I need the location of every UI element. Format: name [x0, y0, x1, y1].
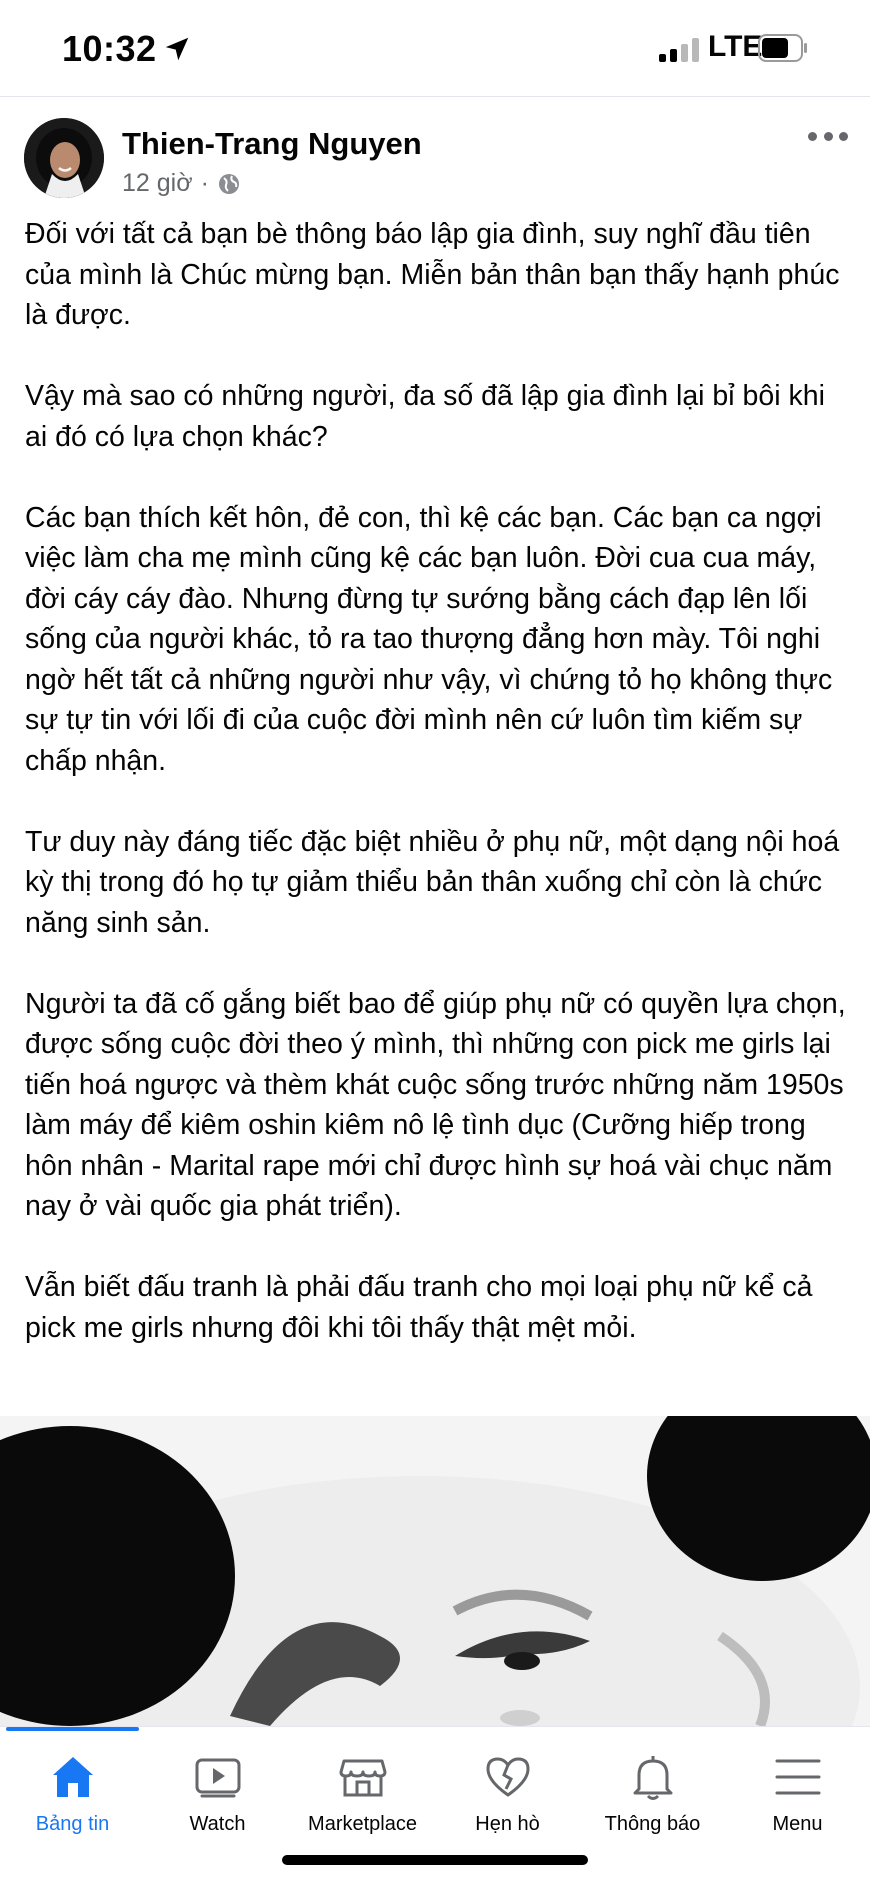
post-time[interactable]: 12 giờ	[122, 169, 193, 197]
tab-label: Hẹn hò	[475, 1813, 540, 1835]
more-options-button[interactable]	[808, 124, 848, 148]
post-paragraph: Người ta đã cố gắng biết bao để giúp phụ nữ có quyền lựa chọn, được sống cuộc đời theo ý mình, thì những con pick me girls lại tiến hoá ngược và thèm khát cuộc sống trước những năm 1950s làm máy để kiêm oshin kiêm nô lệ tình dục (Cưỡng hiếp trong hôn nhân - Marital rape mới chỉ được hình sự hoá vài chục năm nay ở vài quốc gia phát triển).	[25, 987, 846, 1222]
tab-watch[interactable]	[145, 1727, 290, 1847]
dot-icon	[824, 132, 833, 141]
post-paragraph: Đối với tất cả bạn bè thông báo lập gia đình, suy nghĩ đầu tiên của mình là Chúc mừng bạn. Miễn bản thân bạn thấy hạnh phúc là được.	[25, 218, 840, 331]
dot-icon	[839, 132, 848, 141]
post-meta	[122, 169, 241, 198]
post-author[interactable]: Thien-Trang Nguyen	[122, 126, 422, 161]
avatar-photo	[24, 118, 104, 198]
post-image[interactable]	[0, 1416, 870, 1726]
tab-label: Bảng tin	[35, 1813, 110, 1835]
bell-icon	[625, 1749, 681, 1805]
status-bar	[0, 0, 870, 96]
tab-dating[interactable]	[435, 1727, 580, 1847]
post-paragraph: Tư duy này đáng tiếc đặc biệt nhiều ở phụ nữ, một dạng nội hoá kỳ thị trong đó họ tự giảm thiểu bản thân xuống chỉ còn là chức năng sinh sản.	[25, 825, 840, 939]
battery-icon	[758, 34, 808, 62]
meta-separator: ·	[200, 169, 209, 197]
post-body	[25, 214, 855, 1389]
tab-notifications[interactable]	[580, 1727, 725, 1847]
tab-news-feed[interactable]	[0, 1727, 145, 1847]
heart-icon	[480, 1749, 536, 1805]
tab-label: Marketplace	[308, 1813, 417, 1835]
dot-icon	[808, 132, 817, 141]
post-paragraph: Vẫn biết đấu tranh là phải đấu tranh cho mọi loại phụ nữ kể cả pick me girls nhưng đôi khi tôi thấy thật mệt mỏi.	[25, 1271, 813, 1344]
location-arrow-icon	[162, 34, 192, 64]
tab-menu[interactable]	[725, 1727, 870, 1847]
post-paragraph: Vậy mà sao có những người, đa số đã lập gia đình lại bỉ bôi khi ai đó có lựa chọn khác?	[25, 380, 825, 453]
post-paragraph: Các bạn thích kết hôn, đẻ con, thì kệ các bạn. Các bạn ca ngợi việc làm cha mẹ mình cũng kệ các bạn luôn. Đời cua cua máy, đời cáy cáy đào. Nhưng đừng tự sướng bằng cách đạp lên lối sống của người khác, tỏ ra tao thượng đẳng hơn mày. Tôi nghi ngờ hết tất cả những người như vậy, vì chứng tỏ họ không thực sự tự tin với lối đi của cuộc đời mình nên cứ luôn tìm kiếm sự chấp nhận.	[25, 501, 833, 777]
globe-icon	[217, 172, 241, 196]
tab-label: Menu	[772, 1813, 823, 1835]
cellular-signal-icon	[659, 38, 701, 62]
network-type: LTE	[708, 30, 763, 63]
status-time: 10:32	[62, 28, 157, 69]
hamburger-icon	[770, 1749, 826, 1805]
home-indicator[interactable]	[282, 1855, 588, 1865]
tab-label: Watch	[189, 1813, 246, 1835]
panda-meme-image	[0, 1416, 870, 1726]
home-icon	[45, 1749, 101, 1805]
shop-icon	[335, 1749, 391, 1805]
avatar[interactable]	[24, 118, 104, 198]
divider	[0, 96, 870, 97]
tab-label: Thông báo	[604, 1813, 701, 1835]
play-icon	[190, 1749, 246, 1805]
tab-marketplace[interactable]	[290, 1727, 435, 1847]
